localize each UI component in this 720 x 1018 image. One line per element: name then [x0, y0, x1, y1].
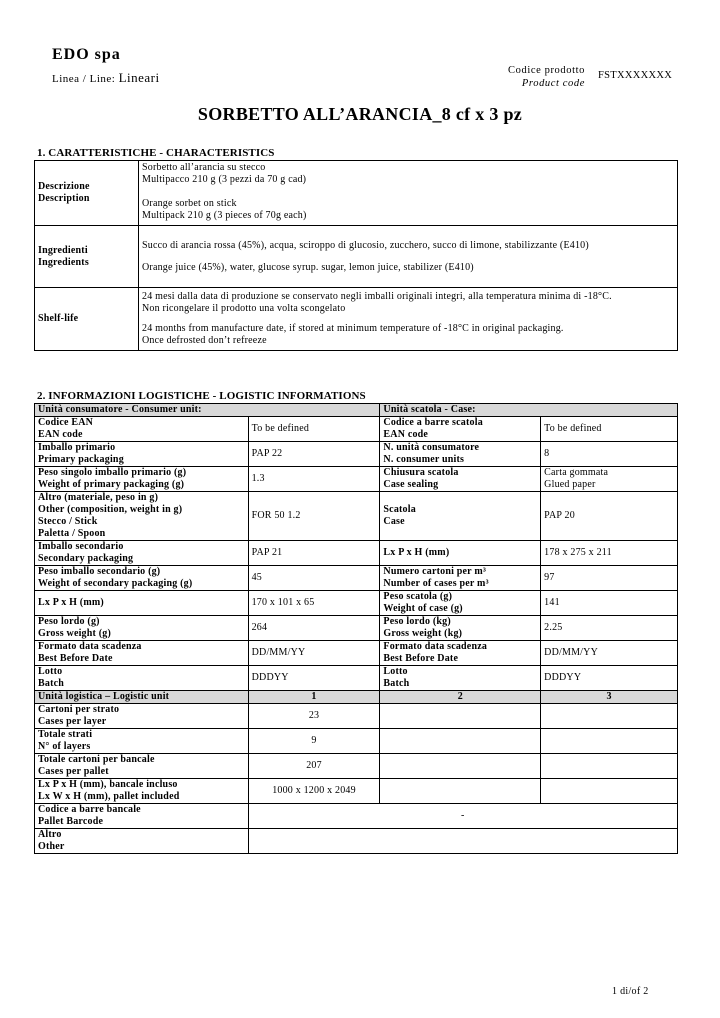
pallet-barcode-value: - — [248, 804, 677, 829]
logistic-value: 9 — [248, 729, 380, 754]
units-header-row — [35, 404, 678, 417]
cell-line: Gross weight (g) — [38, 628, 112, 639]
cell-line: Weight of case (g) — [383, 603, 463, 614]
case-label — [380, 641, 541, 666]
case-value: PAP 20 — [541, 492, 678, 541]
cell-line: Codice a barre bancale — [38, 804, 141, 815]
logistics-row — [35, 541, 678, 566]
case-label — [380, 666, 541, 691]
cell-line: Case — [383, 516, 405, 527]
logistics-row — [35, 442, 678, 467]
label-en: Ingredients — [38, 256, 89, 268]
logistic-label — [35, 754, 249, 779]
cell-line: Secondary packaging — [38, 553, 134, 564]
case-value: 178 x 275 x 211 — [541, 541, 678, 566]
cell-line: Cases per pallet — [38, 766, 109, 777]
shelf-life-value — [139, 288, 678, 351]
section1-heading: 1. CARATTERISTICHE - CHARACTERISTICS — [37, 147, 275, 159]
desc-line: Sorbetto all’arancia su stecco — [142, 162, 266, 173]
cell-line: Batch — [383, 678, 410, 689]
cell-line: Cases per layer — [38, 716, 107, 727]
ingredients-label — [35, 226, 139, 288]
logistic-empty — [541, 754, 678, 779]
cell-line: Best Before Date — [38, 653, 113, 664]
cell-line: Formato data scadenza — [38, 641, 142, 652]
shelf-life-line: Once defrosted don’t refreeze — [142, 335, 267, 346]
consumer-unit-label — [35, 541, 249, 566]
other-value — [248, 829, 677, 854]
product-code-label-en: Product code — [521, 78, 585, 89]
consumer-unit-label — [35, 591, 249, 616]
cell-line: Cartoni per strato — [38, 704, 120, 715]
cell-line: Formato data scadenza — [383, 641, 488, 652]
label-it: Ingredienti — [38, 244, 88, 256]
consumer-unit-value: DD/MM/YY — [248, 641, 380, 666]
consumer-unit-label — [35, 616, 249, 641]
case-label — [380, 417, 541, 442]
logistic-row — [35, 754, 678, 779]
cell-line: Peso lordo (kg) — [383, 616, 451, 627]
cell-line: Number of cases per m³ — [383, 578, 489, 589]
logistic-label — [35, 729, 249, 754]
logistics-table — [34, 403, 678, 854]
consumer-unit-value: 170 x 101 x 65 — [248, 591, 380, 616]
shelf-life-row — [35, 288, 678, 351]
pallet-barcode-row — [35, 804, 678, 829]
shelf-life-line: 24 months from manufacture date, if stored at minimum temperature of -18°C in original packaging. — [142, 323, 564, 334]
cell-line: EAN code — [383, 429, 429, 440]
logistic-empty — [541, 779, 678, 804]
cell-line: N° of layers — [38, 741, 91, 752]
consumer-unit-value: 264 — [248, 616, 380, 641]
consumer-unit-value: To be defined — [248, 417, 380, 442]
cell-line: Lotto — [383, 666, 408, 677]
case-label — [380, 492, 541, 541]
cell-line: Chiusura scatola — [383, 467, 459, 478]
ingredients-row — [35, 226, 678, 288]
logistic-empty — [541, 704, 678, 729]
cell-line: Lx P x H (mm) — [38, 597, 104, 608]
cell-line: Lx P x H (mm) — [383, 547, 450, 558]
logistics-row — [35, 616, 678, 641]
other-row — [35, 829, 678, 854]
product-line — [52, 70, 160, 86]
consumer-unit-label — [35, 566, 249, 591]
consumer-unit-value: PAP 22 — [248, 442, 380, 467]
logistics-row — [35, 566, 678, 591]
logistic-label — [35, 704, 249, 729]
logistics-row — [35, 591, 678, 616]
cell-line: Weight of secondary packaging (g) — [38, 578, 193, 589]
case-value: To be defined — [541, 417, 678, 442]
case-label — [380, 442, 541, 467]
section2-heading: 2. INFORMAZIONI LOGISTICHE - LOGISTIC INFORMATIONS — [37, 390, 366, 402]
logistic-empty — [541, 729, 678, 754]
cell-line: Pallet Barcode — [38, 816, 104, 827]
cell-line: N. unità consumatore — [383, 442, 480, 453]
cell-line: Primary packaging — [38, 454, 124, 465]
cell-line: Altro — [38, 829, 62, 840]
cell-line: Gross weight (kg) — [383, 628, 463, 639]
cell-line: Other — [38, 841, 65, 852]
cell-line: Other (composition, weight in g) — [38, 504, 183, 515]
description-row — [35, 161, 678, 226]
shelf-life-line: Non ricongelare il prodotto una volta scongelato — [142, 303, 346, 314]
logistic-value: 1000 x 1200 x 2049 — [248, 779, 380, 804]
logistic-col-1: 1 — [248, 691, 380, 704]
case-value: 2.25 — [541, 616, 678, 641]
logistics-row — [35, 666, 678, 691]
consumer-unit-label — [35, 492, 249, 541]
logistic-row — [35, 729, 678, 754]
page-number: 1 di/of 2 — [612, 986, 649, 997]
cell-line: Lotto — [38, 666, 63, 677]
case-label — [380, 467, 541, 492]
consumer-unit-value: PAP 21 — [248, 541, 380, 566]
document-title: SORBETTO ALL’ARANCIA_8 cf x 3 pz — [197, 104, 523, 124]
logistic-unit-header: Unità logistica – Logistic unit — [35, 691, 249, 704]
cell-line: Codice a barre scatola — [383, 417, 483, 428]
consumer-unit-label — [35, 442, 249, 467]
cell-line: Batch — [38, 678, 64, 689]
consumer-unit-value: FOR 50 1.2 — [248, 492, 380, 541]
logistics-row — [35, 641, 678, 666]
case-header: Unità scatola - Case: — [380, 404, 678, 417]
shelf-life-label: Shelf-life — [35, 288, 139, 351]
cell-line: Weight of primary packaging (g) — [38, 479, 185, 490]
cell-line: Codice EAN — [38, 417, 94, 428]
consumer-unit-value: 45 — [248, 566, 380, 591]
cell-line: Case sealing — [383, 479, 439, 490]
ingredients-value — [139, 226, 678, 288]
label-it: Descrizione — [38, 181, 90, 192]
cell-line: Peso scatola (g) — [383, 591, 453, 602]
other-label — [35, 829, 249, 854]
consumer-unit-header: Unità consumatore - Consumer unit: — [35, 404, 380, 417]
logistics-row — [35, 467, 678, 492]
cell-line: Altro (materiale, peso in g) — [38, 492, 159, 503]
cell-line: N. consumer units — [383, 454, 465, 465]
consumer-unit-label — [35, 641, 249, 666]
desc-line: Multipack 210 g (3 pieces of 70g each) — [142, 210, 307, 221]
cell-line: Numero cartoni per m³ — [383, 566, 487, 577]
product-code-label — [440, 64, 585, 90]
cell-line: Imballo primario — [38, 442, 116, 453]
cell-line: Totale strati — [38, 729, 93, 740]
logistic-unit-header-row — [35, 691, 678, 704]
logistic-col-2: 2 — [380, 691, 541, 704]
cell-line: Peso lordo (g) — [38, 616, 100, 627]
case-value: Carta gommata Glued paper — [541, 467, 678, 492]
pallet-barcode-label — [35, 804, 249, 829]
logistic-value: 23 — [248, 704, 380, 729]
cell-line: EAN code — [38, 429, 83, 440]
cell-line: Paletta / Spoon — [38, 528, 106, 539]
logistic-row — [35, 779, 678, 804]
case-label — [380, 591, 541, 616]
consumer-unit-value: DDDYY — [248, 666, 380, 691]
logistics-row — [35, 417, 678, 442]
cell-line: Peso imballo secondario (g) — [38, 566, 161, 577]
cell-line: Lx W x H (mm), pallet included — [38, 791, 180, 802]
line-value: Lineari — [118, 70, 160, 85]
consumer-unit-label — [35, 467, 249, 492]
desc-line: Orange sorbet on stick — [142, 198, 237, 209]
consumer-unit-label — [35, 666, 249, 691]
cell-line: Lx P x H (mm), bancale incluso — [38, 779, 178, 790]
case-value: DDDYY — [541, 666, 678, 691]
case-value: 8 — [541, 442, 678, 467]
case-label — [380, 616, 541, 641]
description-value — [139, 161, 678, 226]
case-label — [380, 541, 541, 566]
case-value: DD/MM/YY — [541, 641, 678, 666]
cell-line: Totale cartoni per bancale — [38, 754, 155, 765]
logistic-empty — [380, 779, 541, 804]
case-label — [380, 566, 541, 591]
cell-line: Stecco / Stick — [38, 516, 98, 527]
logistic-empty — [380, 704, 541, 729]
logistic-col-3: 3 — [541, 691, 678, 704]
logistic-row — [35, 704, 678, 729]
ingredients-line: Orange juice (45%), water, glucose syrup. sugar, lemon juice, stabilizer (E410) — [142, 261, 474, 273]
product-code-label-it: Codice prodotto — [508, 65, 585, 76]
logistic-empty — [380, 729, 541, 754]
cell-line: Peso singolo imballo primario (g) — [38, 467, 187, 478]
description-label — [35, 161, 139, 226]
product-code-value: FSTXXXXXXX — [598, 70, 673, 81]
consumer-unit-value: 1.3 — [248, 467, 380, 492]
logistics-row — [35, 492, 678, 541]
cell-line: Scatola — [383, 504, 416, 515]
cell-line: Best Before Date — [383, 653, 459, 664]
shelf-life-line: 24 mesi dalla data di produzione se conservato negli imballi originali integri, alla temperatura minima di -18°C. — [142, 291, 612, 302]
company-name: EDO spa — [52, 46, 121, 63]
cell-line: Imballo secondario — [38, 541, 124, 552]
desc-line: Multipacco 210 g (3 pezzi da 70 g cad) — [142, 174, 307, 185]
case-value: 97 — [541, 566, 678, 591]
ingredients-line: Succo di arancia rossa (45%), acqua, sciroppo di glucosio, zucchero, succo di limone, stabilizzante (E410) — [142, 239, 589, 251]
label-en: Description — [38, 193, 90, 204]
consumer-unit-label — [35, 417, 249, 442]
case-value: 141 — [541, 591, 678, 616]
characteristics-table — [34, 160, 678, 351]
logistic-empty — [380, 754, 541, 779]
logistic-label — [35, 779, 249, 804]
line-label: Linea / Line: — [52, 73, 116, 85]
logistic-value: 207 — [248, 754, 380, 779]
